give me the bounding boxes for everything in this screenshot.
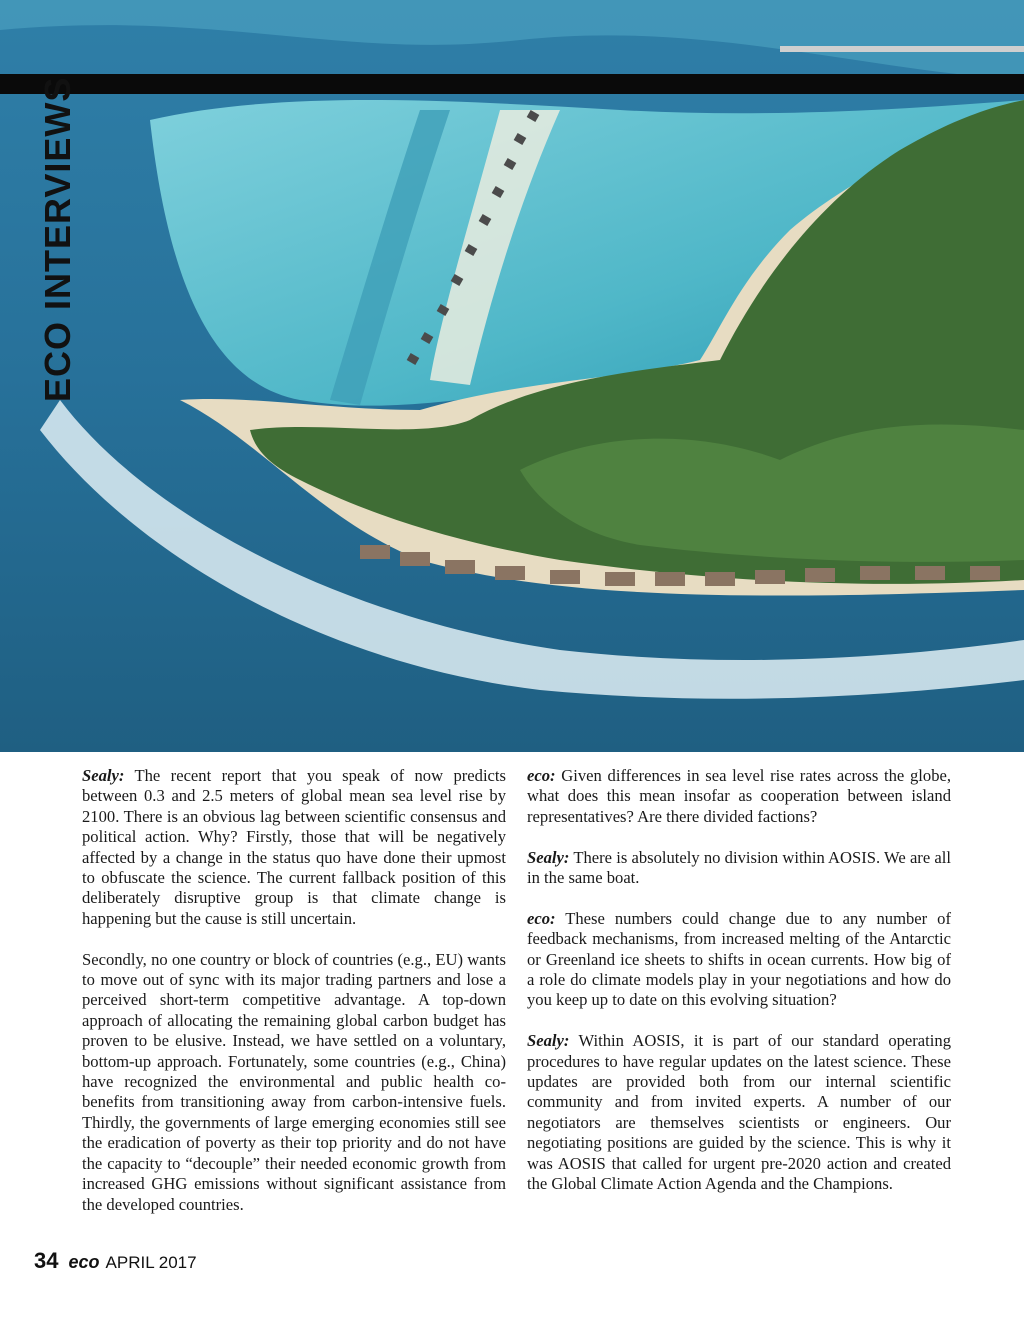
paragraph bbox=[527, 909, 951, 1011]
paragraph-text: These numbers could change due to any number of feedback mechanisms, from increased melting of the Antarctic or Greenland ice sheets to shifts in ocean currents. How big of a role do climate models play in your negotiations and how do you keep up to date on this evolving situation? bbox=[527, 908, 951, 1010]
paragraph bbox=[527, 848, 951, 889]
paragraph-text: Given differences in sea level rise rates across the globe, what does this mean insofar as cooperation between island representatives? Are there divided factions? bbox=[527, 766, 951, 826]
paragraph bbox=[527, 766, 951, 827]
paragraph-text: Within AOSIS, it is part of our standard operating procedures to have regular updates on the latest science. These updates are provided both from our internal scientific community and from invited experts. A number of our negotiators are themselves scientists or engineers. Our negotiating positions are guided by the science. This is why it was AOSIS that called for urgent pre-2020 action and created the Global Climate Action Agenda and the Champions. bbox=[527, 1031, 951, 1194]
header-bar bbox=[0, 74, 1024, 94]
left-column bbox=[82, 766, 506, 1235]
speaker-label: Sealy: bbox=[527, 1031, 570, 1051]
page-number: 34 bbox=[34, 1248, 59, 1273]
right-column bbox=[527, 766, 951, 1215]
speaker-label: eco: bbox=[527, 908, 556, 928]
speaker-label: Sealy: bbox=[82, 766, 125, 785]
paragraph bbox=[82, 950, 506, 1215]
section-label: ECO INTERVIEWS bbox=[37, 76, 78, 402]
paragraph-text: The recent report that you speak of now predicts between 0.3 and 2.5 meters of global mean sea level rise by 2100. There is an obvious lag between scientific consensus and political action. Why? Firstly, those that will be negatively affected by a change in the status quo have done their upmost to obfuscate the science. The current fallback position of this deliberately disruptive group is that climate change is happening but the cause is still uncertain. bbox=[82, 766, 506, 928]
speaker-label: eco: bbox=[527, 766, 556, 785]
issue-date: APRIL 2017 bbox=[105, 1253, 197, 1272]
paragraph-text: Secondly, no one country or block of countries (e.g., EU) wants to move out of sync with its major trading partners and lose a perceived short-term competitive advantage. A top-down approach of allocating the remaining global carbon budget has proven to be elusive. Instead, we have settled on a voluntary, bottom-up approach. Fortunately, some countries (e.g., China) have recognized the environmental and public health co-benefits from transitioning away from carbon-intensive fuels. Thirdly, the governments of large emerging economies still see the eradication of poverty as their top priority and do not have the capacity to “decouple” their needed economic growth from increased GHG emissions without significant assistance from the developed countries. bbox=[82, 949, 506, 1214]
page-footer bbox=[34, 1248, 197, 1274]
magazine-name: eco bbox=[68, 1252, 100, 1272]
paragraph bbox=[82, 766, 506, 929]
paragraph bbox=[527, 1031, 951, 1194]
paragraph-text: There is absolutely no division within AOSIS. We are all in the same boat. bbox=[527, 847, 951, 888]
speaker-label: Sealy: bbox=[527, 847, 570, 867]
